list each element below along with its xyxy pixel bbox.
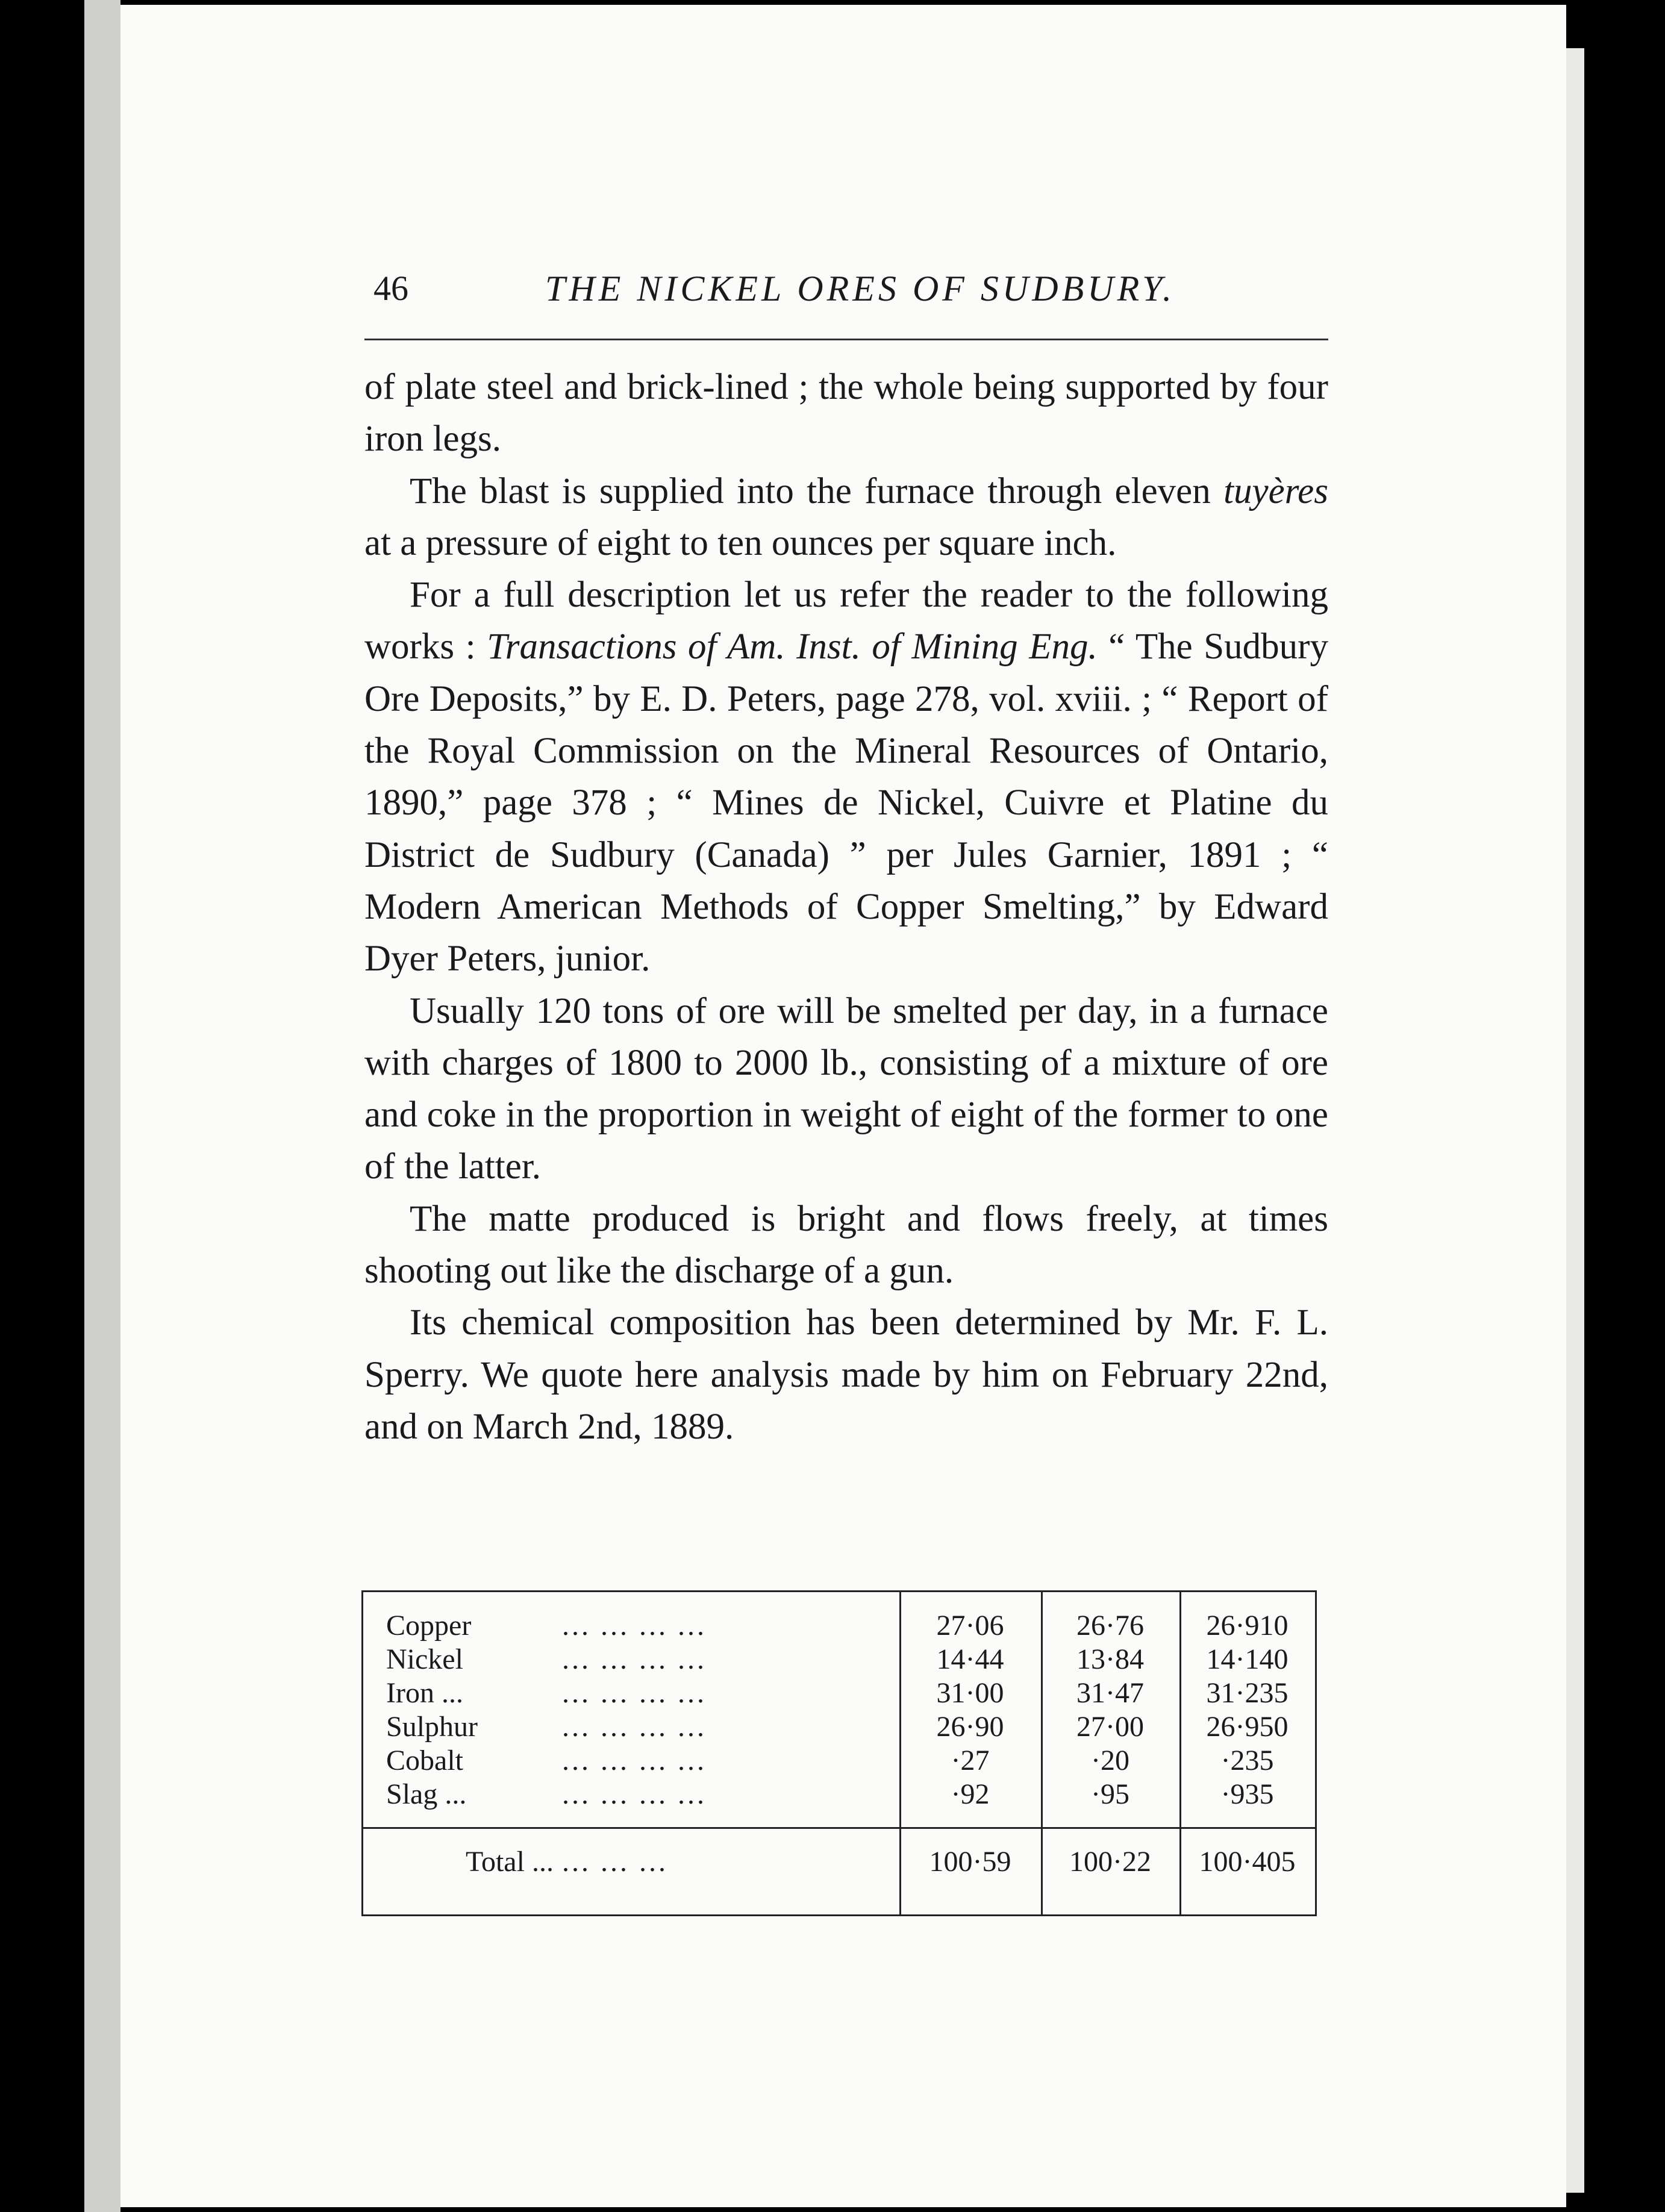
- value-mean: 26·910: [1206, 1610, 1289, 1642]
- leader-dots: ... ... ... ...: [562, 1610, 707, 1642]
- row-label: Iron ...: [386, 1677, 463, 1709]
- value-feb: 14·44: [936, 1643, 1004, 1675]
- row-label: Cobalt: [386, 1745, 463, 1776]
- value-mar: ·95: [1091, 1778, 1129, 1810]
- table-row: [363, 1744, 1315, 1777]
- text-run: The blast is supplied into the furnace through eleven: [410, 470, 1224, 511]
- paragraph: [364, 361, 1328, 466]
- value-feb: ·27: [951, 1745, 990, 1776]
- row-label: Nickel: [386, 1643, 463, 1675]
- table-row: [363, 1609, 1315, 1642]
- leader-dots: ... ... ... ...: [562, 1711, 707, 1743]
- text-run: For a full description let us refer the reader to the following works :: [364, 575, 1328, 667]
- paragraph: [364, 1193, 1328, 1298]
- leader-dots: ... ... ... ...: [562, 1745, 707, 1776]
- value-mar: ·20: [1091, 1745, 1129, 1776]
- table-row: [363, 1778, 1315, 1811]
- facing-page-edge: [1566, 48, 1584, 2193]
- value-feb: 27·06: [936, 1610, 1004, 1642]
- leader-dots: ... ... ... ...: [562, 1643, 707, 1675]
- analysis-table: [361, 1590, 1317, 1916]
- running-title: THE NICKEL ORES OF SUDBURY.: [545, 269, 1176, 308]
- page-header: [373, 268, 1325, 316]
- paragraph: [364, 466, 1328, 570]
- value-mar: 26·76: [1076, 1610, 1144, 1642]
- value-mar: 31·47: [1076, 1677, 1144, 1709]
- total-label: Total ...: [466, 1846, 554, 1878]
- row-label: Sulphur: [386, 1711, 478, 1743]
- total-value-mean: 100·405: [1199, 1846, 1296, 1878]
- leader-dots: ... ... ...: [562, 1846, 668, 1878]
- value-mar: 13·84: [1076, 1643, 1144, 1675]
- text-run: of plate steel and brick-lined ; the whole being supported by four iron legs.: [364, 367, 1328, 460]
- text-run: Usually 120 tons of ore will be smelted per day, in a furnace with charges of 1800 to 2000 lb., consisting of a mixture of ore and coke in the proportion in weight of eight of the former to one of the latter.: [364, 990, 1328, 1187]
- total-rule: [363, 1827, 1315, 1829]
- paragraph: [364, 1297, 1328, 1453]
- leader-dots: ... ... ... ...: [562, 1778, 707, 1810]
- value-feb: 31·00: [936, 1677, 1004, 1709]
- paragraph: [364, 569, 1328, 985]
- total-value-mar: 100·22: [1069, 1846, 1151, 1878]
- row-label: Copper: [386, 1610, 472, 1642]
- value-feb: 26·90: [936, 1711, 1004, 1743]
- text-run: “ The Sudbury Ore Deposits,” by E. D. Peters, page 278, vol. xviii. ; “ Report of the Royal Commission on the Mineral Resources of Ontario, 1890,” page 378 ; “ Mines de Nickel, Cuivre et Platine du District de Sudbury (Canada) ” per Jules Garnier, 1891 ; “ Modern American Methods of Copper Smelting,” by Edward Dyer Peters, junior.: [364, 626, 1328, 979]
- total-row: [363, 1845, 1315, 1881]
- leader-dots: ... ... ... ...: [562, 1677, 707, 1709]
- body-text: [364, 361, 1328, 1453]
- total-value-feb: 100·59: [929, 1846, 1011, 1878]
- book-gutter: [84, 0, 120, 2212]
- value-feb: ·92: [951, 1778, 990, 1810]
- table-row: [363, 1710, 1315, 1743]
- table-row: [363, 1676, 1315, 1710]
- paragraph: [364, 986, 1328, 1193]
- text-run: at a pressure of eight to ten ounces per square inch.: [364, 522, 1117, 563]
- italic-text: Transactions of Am. Inst. of Mining Eng.: [487, 626, 1098, 667]
- italic-text: tuyères: [1223, 470, 1328, 511]
- value-mar: 27·00: [1076, 1711, 1144, 1743]
- text-run: The matte produced is bright and flows freely, at times shooting out like the discharge of a gun.: [364, 1198, 1328, 1292]
- value-mean: 31·235: [1206, 1677, 1289, 1709]
- value-mean: ·935: [1220, 1778, 1274, 1810]
- page-number: 46: [373, 269, 408, 308]
- header-rule: [364, 339, 1328, 340]
- text-run: Its chemical composition has been determined by Mr. F. L. Sperry. We quote here analysis made by him on February 22nd, and on March 2nd, 1889.: [364, 1302, 1328, 1447]
- value-mean: 14·140: [1206, 1643, 1289, 1675]
- value-mean: ·235: [1220, 1745, 1274, 1776]
- value-mean: 26·950: [1206, 1711, 1289, 1743]
- row-label: Slag ...: [386, 1778, 467, 1810]
- table-row: [363, 1643, 1315, 1676]
